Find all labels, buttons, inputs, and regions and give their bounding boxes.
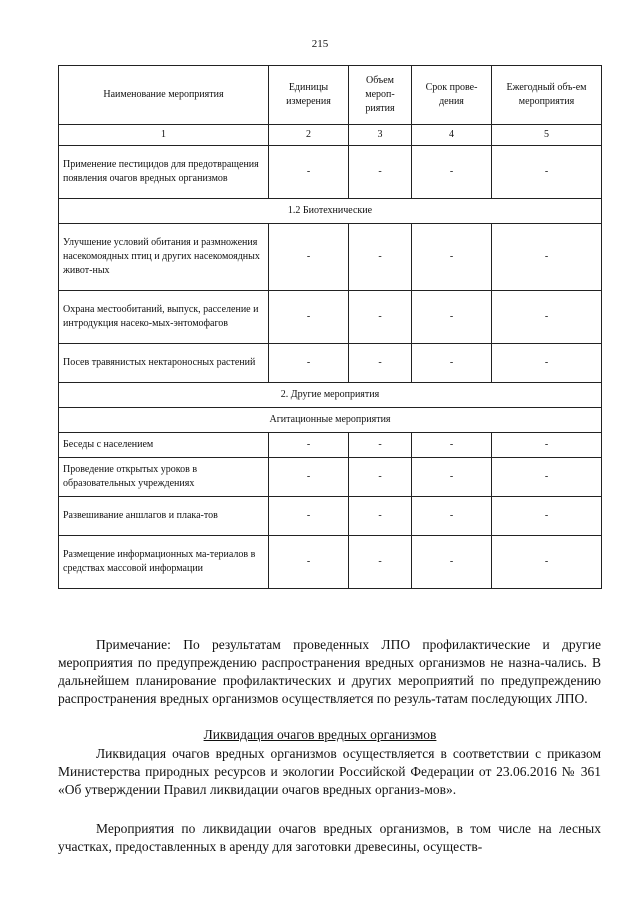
measure-value: - [269, 146, 349, 199]
table-row [59, 291, 602, 344]
measure-value: - [412, 433, 492, 458]
body-paragraph: Мероприятия по ликвидации очагов вредных организмов, в том числе на лесных участках, предоставленных в аренду для заготовки древесины, осуществ- [58, 821, 601, 854]
table-row [59, 224, 602, 291]
measure-name: Посев травянистых нектароносных растений [59, 344, 269, 383]
col-header-volume: Объем мероп-риятия [349, 66, 412, 125]
measure-value: - [349, 536, 412, 589]
measure-value: - [492, 291, 602, 344]
measure-value: - [492, 458, 602, 497]
col-header-period: Срок прове-дения [412, 66, 492, 125]
measure-value: - [269, 497, 349, 536]
measure-value: - [412, 146, 492, 199]
measure-value: - [269, 291, 349, 344]
section-row [59, 408, 602, 433]
measure-value: - [492, 344, 602, 383]
section-row [59, 199, 602, 224]
table-row [59, 344, 602, 383]
measure-value: - [349, 224, 412, 291]
measure-value: - [269, 344, 349, 383]
col-header-annual: Ежегодный объ-ем мероприятия [492, 66, 602, 125]
measure-value: - [412, 497, 492, 536]
measures-table [58, 65, 602, 589]
table-row [59, 497, 602, 536]
measure-value: - [492, 146, 602, 199]
section-row [59, 383, 602, 408]
measure-name: Развешивание аншлагов и плака-тов [59, 497, 269, 536]
col-number: 1 [59, 125, 269, 146]
measure-value: - [349, 344, 412, 383]
table-row [59, 536, 602, 589]
col-number: 4 [412, 125, 492, 146]
table-row [59, 146, 602, 199]
table-header-row [59, 66, 602, 125]
note-paragraph: Примечание: По результатам проведенных ЛПО профилактические и другие мероприятия по предупреждению распространения вредных организмов не назна-чались. В дальнейшем планирование профилактических и других мероприятий по предупреждению распространения вредных организмов осуществляется по резуль-татам последующих ЛПО. [58, 637, 601, 706]
measure-name: Охрана местообитаний, выпуск, расселение и интродукция насеко-мых-энтомофагов [59, 291, 269, 344]
measure-value: - [349, 497, 412, 536]
measure-value: - [412, 291, 492, 344]
measure-value: - [492, 224, 602, 291]
body-paragraph: Ликвидация очагов вредных организмов осуществляется в соответствии с приказом Министерства природных ресурсов и экологии Российской Федерации от 23.06.2016 № 361 «Об утверждении Правил ликвидации очагов вредных организ-мов». [58, 746, 601, 797]
page-number: 215 [311, 38, 329, 50]
column-number-row [59, 125, 602, 146]
measure-name: Применение пестицидов для предотвращения появления очагов вредных организмов [59, 146, 269, 199]
measure-value: - [269, 536, 349, 589]
col-number: 3 [349, 125, 412, 146]
measure-value: - [492, 536, 602, 589]
col-header-units: Единицы измерения [269, 66, 349, 125]
measure-value: - [349, 433, 412, 458]
col-number: 5 [492, 125, 602, 146]
measure-value: - [492, 497, 602, 536]
measure-value: - [412, 458, 492, 497]
measure-name: Беседы с населением [59, 433, 269, 458]
table-row [59, 433, 602, 458]
measure-value: - [269, 433, 349, 458]
measure-value: - [412, 344, 492, 383]
measure-value: - [349, 291, 412, 344]
col-number: 2 [269, 125, 349, 146]
section-title: 2. Другие мероприятия [59, 383, 602, 408]
measure-name: Улучшение условий обитания и размножения насекомоядных птиц и других насекомоядных живот-ных [59, 224, 269, 291]
table-row [59, 458, 602, 497]
col-header-name: Наименование мероприятия [59, 66, 269, 125]
measure-name: Проведение открытых уроков в образовательных учреждениях [59, 458, 269, 497]
measure-value: - [269, 224, 349, 291]
section-title: Агитационные мероприятия [59, 408, 602, 433]
measure-name: Размещение информационных ма-териалов в средствах массовой информации [59, 536, 269, 589]
measure-value: - [269, 458, 349, 497]
measure-value: - [349, 146, 412, 199]
measure-value: - [349, 458, 412, 497]
section-title: 1.2 Биотехнические [59, 199, 602, 224]
measure-value: - [412, 536, 492, 589]
measure-value: - [412, 224, 492, 291]
measure-value: - [492, 433, 602, 458]
section-heading: Ликвидация очагов вредных организмов [203, 727, 437, 742]
